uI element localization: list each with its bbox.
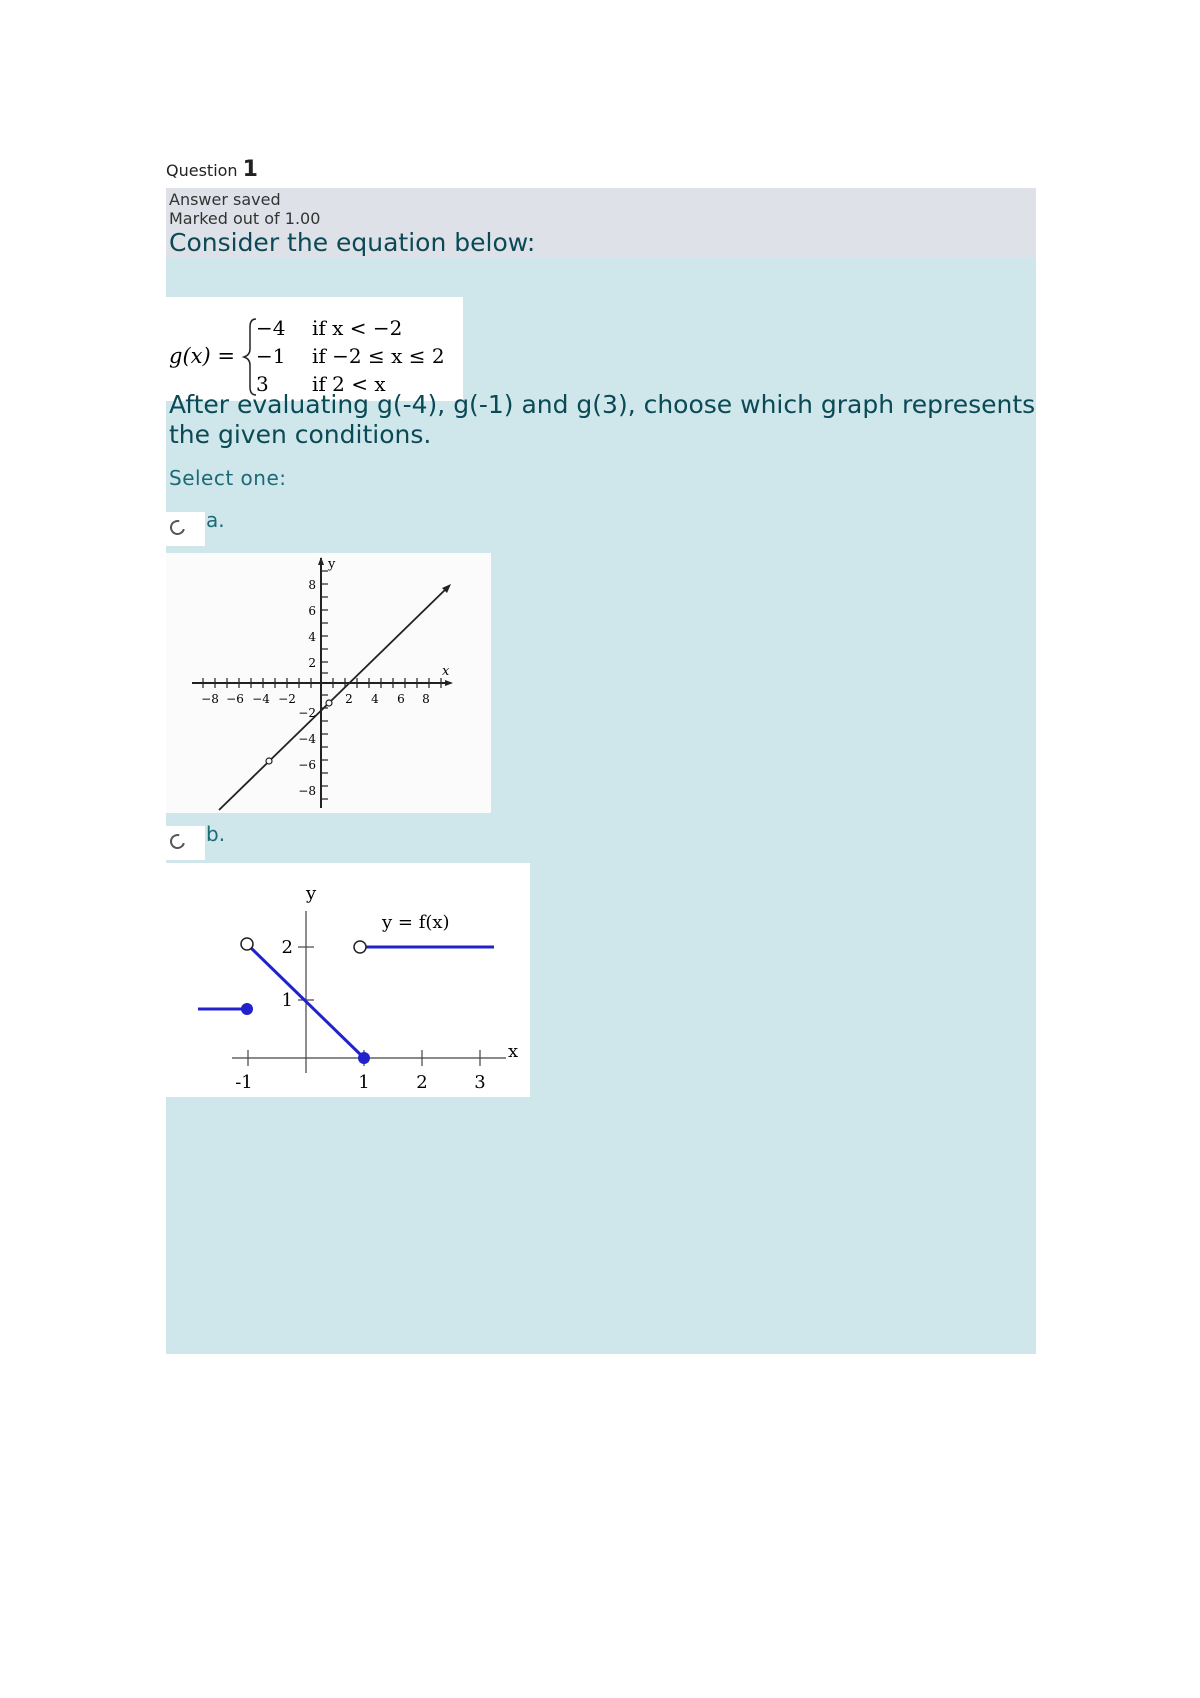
curve-label: y = f(x) bbox=[382, 912, 450, 933]
equation-brace bbox=[244, 319, 256, 395]
radio-icon[interactable] bbox=[167, 517, 187, 537]
x-tick-label: -1 bbox=[235, 1072, 253, 1093]
question-label: Question bbox=[166, 161, 238, 180]
case-3-condition: if 2 < x bbox=[312, 372, 386, 396]
question-state: Answer saved bbox=[169, 190, 281, 209]
y-tick-label: −6 bbox=[298, 758, 316, 772]
y-axis-label: y bbox=[306, 883, 317, 904]
y-arrow-icon bbox=[318, 557, 324, 565]
open-point bbox=[266, 758, 272, 764]
equation-image bbox=[166, 297, 463, 401]
x-tick-label: −6 bbox=[226, 692, 244, 706]
x-tick-label: 3 bbox=[474, 1072, 486, 1093]
option-b-radio[interactable] bbox=[166, 826, 205, 860]
x-tick-label: −8 bbox=[201, 692, 219, 706]
open-point bbox=[241, 938, 253, 950]
x-tick-label: 6 bbox=[397, 692, 405, 706]
case-2-value: −1 bbox=[256, 344, 286, 368]
x-tick-label: −2 bbox=[278, 692, 296, 706]
question-number bbox=[166, 157, 1036, 182]
open-point bbox=[354, 941, 366, 953]
question-prompt: After evaluating g(-4), g(-1) and g(3), choose which graph represents the given conditions. bbox=[169, 390, 1036, 449]
x-axis-label: x bbox=[508, 1041, 519, 1062]
y-tick-label: −8 bbox=[298, 784, 316, 798]
closed-point bbox=[358, 1052, 370, 1064]
question-grade: Marked out of 1.00 bbox=[169, 209, 321, 228]
case-1-condition: if x < −2 bbox=[312, 316, 403, 340]
x-axis-label: x bbox=[442, 664, 450, 679]
y-tick-label: 4 bbox=[308, 630, 316, 644]
radio-icon[interactable] bbox=[167, 831, 187, 851]
x-tick-label: 1 bbox=[358, 1072, 370, 1093]
option-b-label[interactable]: b. bbox=[206, 822, 226, 846]
y-tick-label: −4 bbox=[298, 732, 316, 746]
x-tick-label: 2 bbox=[345, 692, 353, 706]
select-one-label: Select one: bbox=[169, 466, 287, 490]
option-a-graph bbox=[166, 553, 491, 813]
closed-point bbox=[241, 1003, 253, 1015]
y-axis-label: y bbox=[328, 557, 336, 572]
open-point bbox=[326, 700, 332, 706]
y-tick-label: 6 bbox=[308, 604, 316, 618]
question-intro: Consider the equation below: bbox=[169, 228, 536, 257]
option-a-label[interactable]: a. bbox=[206, 508, 225, 532]
y-tick-label: −2 bbox=[298, 706, 316, 720]
y-tick-label: 1 bbox=[281, 990, 293, 1011]
x-tick-label: 2 bbox=[416, 1072, 428, 1093]
x-arrow-icon bbox=[445, 680, 453, 686]
y-tick-label: 2 bbox=[308, 656, 316, 670]
x-tick-label: −4 bbox=[252, 692, 270, 706]
y-tick-label: 2 bbox=[281, 937, 293, 958]
y-tick-label: 8 bbox=[308, 578, 316, 592]
x-tick-label: 8 bbox=[422, 692, 430, 706]
case-3-value: 3 bbox=[256, 372, 269, 396]
case-1-value: −4 bbox=[256, 316, 286, 340]
equation-lhs: g(x) = bbox=[169, 344, 235, 368]
y-ticks bbox=[321, 571, 328, 799]
option-a-radio[interactable] bbox=[166, 512, 205, 546]
question-number-value: 1 bbox=[242, 157, 258, 182]
case-2-condition: if −2 ≤ x ≤ 2 bbox=[312, 344, 445, 368]
option-b-graph bbox=[166, 863, 530, 1097]
segment-middle bbox=[250, 947, 364, 1058]
x-tick-label: 4 bbox=[371, 692, 379, 706]
